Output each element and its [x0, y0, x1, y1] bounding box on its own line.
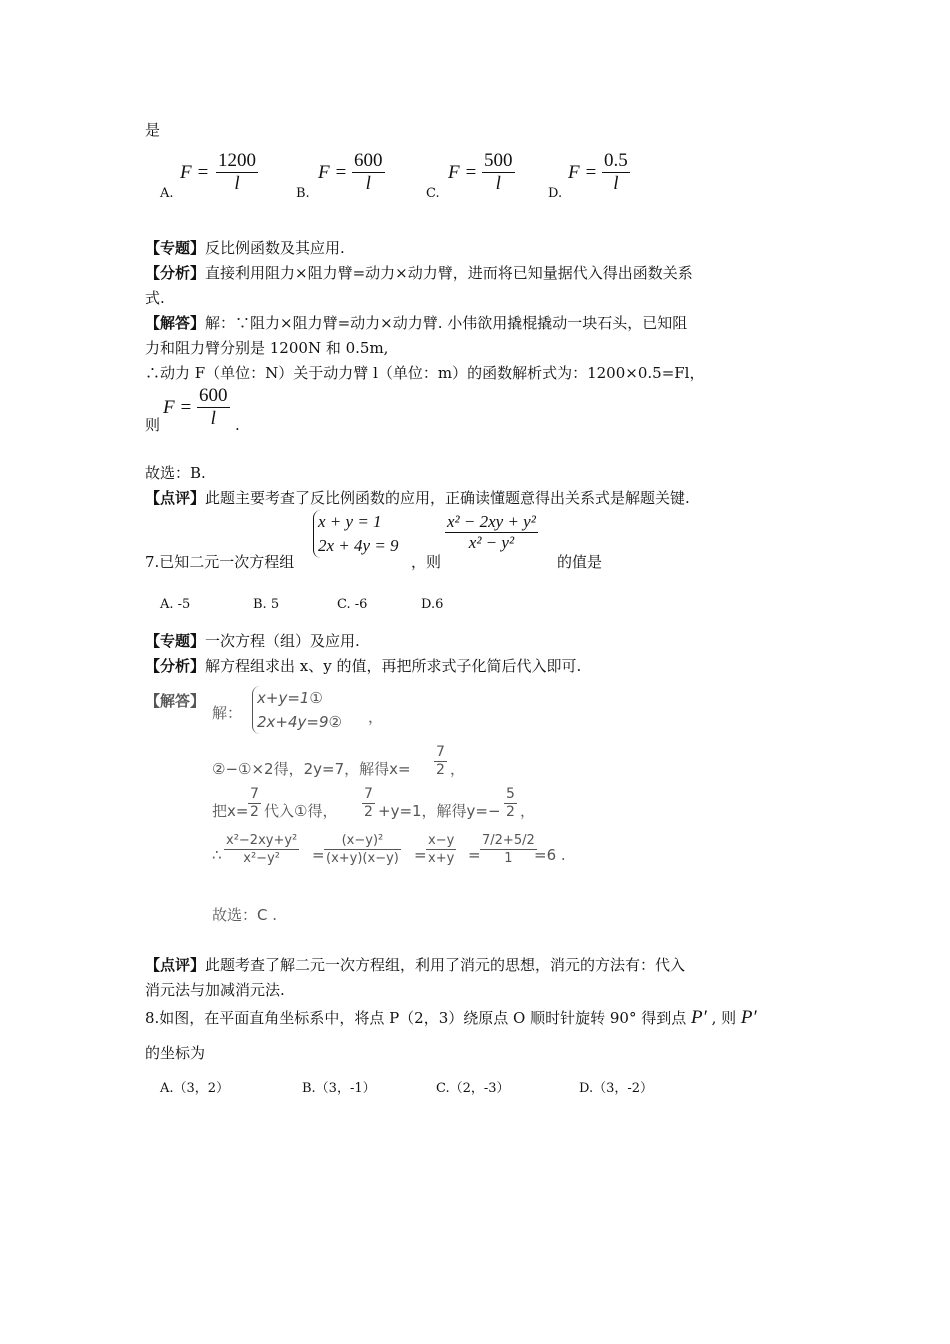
- q6-then-formula: 则 F = $\frac{600}{l}$ .: [145, 385, 240, 434]
- q8-stem-line1: 8.如图，在平面直角坐标系中，将点 P（2，3）绕原点 O 顺时针旋转 90° 得到点 P′ , 则 P′: [145, 1007, 757, 1028]
- q6-answer-line3: ∴动力 F（单位：N）关于动力臂 l（单位：m）的函数解析式为：1200×0.5=Fl，: [145, 364, 705, 382]
- q6-stem-tail: 是: [145, 121, 161, 139]
- q6-topic: 【专题】反比例函数及其应用.: [145, 239, 345, 257]
- section-label: 【点评】: [145, 489, 206, 507]
- option-den: l: [495, 173, 501, 194]
- q6-comment: 【点评】此题主要考查了反比例函数的应用，正确读懂题意得出关系式是解题关键.: [145, 489, 690, 507]
- option-num: 1200: [218, 150, 256, 171]
- q7-option-b: B. 5: [253, 597, 280, 612]
- q6-answer-line2: 力和阻力臂分别是 1200N 和 0.5m,: [145, 339, 389, 357]
- q6-answer-line1: 【解答】解：∵阻力×阻力臂=动力×动力臂. 小伟欲用撬棍撬动一块石头，已知阻: [145, 314, 688, 332]
- section-label: 【分析】: [145, 657, 206, 675]
- option-num: 500: [484, 150, 513, 171]
- q8-option-c: C.（2，-3）: [436, 1081, 510, 1096]
- option-den: l: [365, 173, 371, 194]
- section-label: 【分析】: [145, 264, 206, 282]
- p-prime: P′: [740, 1007, 757, 1028]
- q7-comment-line1: 【点评】此题考查了解二元一次方程组，利用了消元的思想，消元的方法有：代入: [145, 956, 686, 974]
- q7-option-d: D.6: [421, 597, 444, 612]
- q7-option-c: C. -6: [337, 597, 368, 612]
- option-den: l: [613, 173, 619, 194]
- q6-analysis-line1: 【分析】直接利用阻力×阻力臂=动力×动力臂，进而将已知量据代入得出函数关系: [145, 264, 693, 282]
- option-letter: B.: [296, 186, 310, 201]
- q8-option-d: D.（3，-2）: [579, 1081, 654, 1096]
- section-label: 【专题】: [145, 239, 206, 257]
- option-num: 600: [354, 150, 383, 171]
- section-label: 【专题】: [145, 632, 206, 650]
- q8-option-a: A.（3，2）: [160, 1081, 230, 1096]
- section-label: 【解答】: [145, 314, 206, 332]
- q7-solution: 解： x+y=1① 2x+4y=9② ， ②−①×2得，2y=7，解得x= 7 2 ， 把x= 7 2 代入①得， 7 2 +y=1，解得y=− 5 2 ， ∴ x²−2xy+y² x²−y² = (x−y)² (x+y)(x−y) = x−y x+y = 7/2+5/2 1 =6 . 故选：C .: [212, 686, 592, 926]
- q6-analysis-line2: 式.: [145, 289, 165, 307]
- option-letter: A.: [160, 186, 174, 201]
- q7-answer-label: 【解答】: [145, 692, 206, 710]
- q7-stem: 7.已知二元一次方程组 x + y = 1 2x + 4y = 9 ，则 $\frac{\text{x² − 2xy + y²}}{\text{x² − y²}}$ 的值是: [145, 512, 603, 571]
- section-label: 【点评】: [145, 956, 206, 974]
- option-lhs: F =: [568, 162, 598, 183]
- q8-stem-line2: 的坐标为: [145, 1044, 206, 1062]
- q6-choice: 故选：B.: [145, 464, 206, 482]
- option-letter: C.: [426, 186, 440, 201]
- q7-comment-line2: 消元法与加减消元法.: [145, 981, 285, 999]
- q8-option-b: B.（3，-1）: [302, 1081, 376, 1096]
- option-den: l: [234, 173, 240, 194]
- option-lhs: F =: [318, 162, 348, 183]
- option-lhs: F =: [180, 162, 210, 183]
- q7-option-a: A. -5: [160, 597, 191, 612]
- option-lhs: F =: [448, 162, 478, 183]
- option-letter: D.: [548, 186, 563, 201]
- q7-analysis: 【分析】解方程组求出 x、y 的值，再把所求式子化简后代入即可.: [145, 657, 582, 675]
- option-num: 0.5: [604, 150, 628, 171]
- q7-topic: 【专题】一次方程（组）及应用.: [145, 632, 360, 650]
- p-prime: P′: [691, 1007, 707, 1028]
